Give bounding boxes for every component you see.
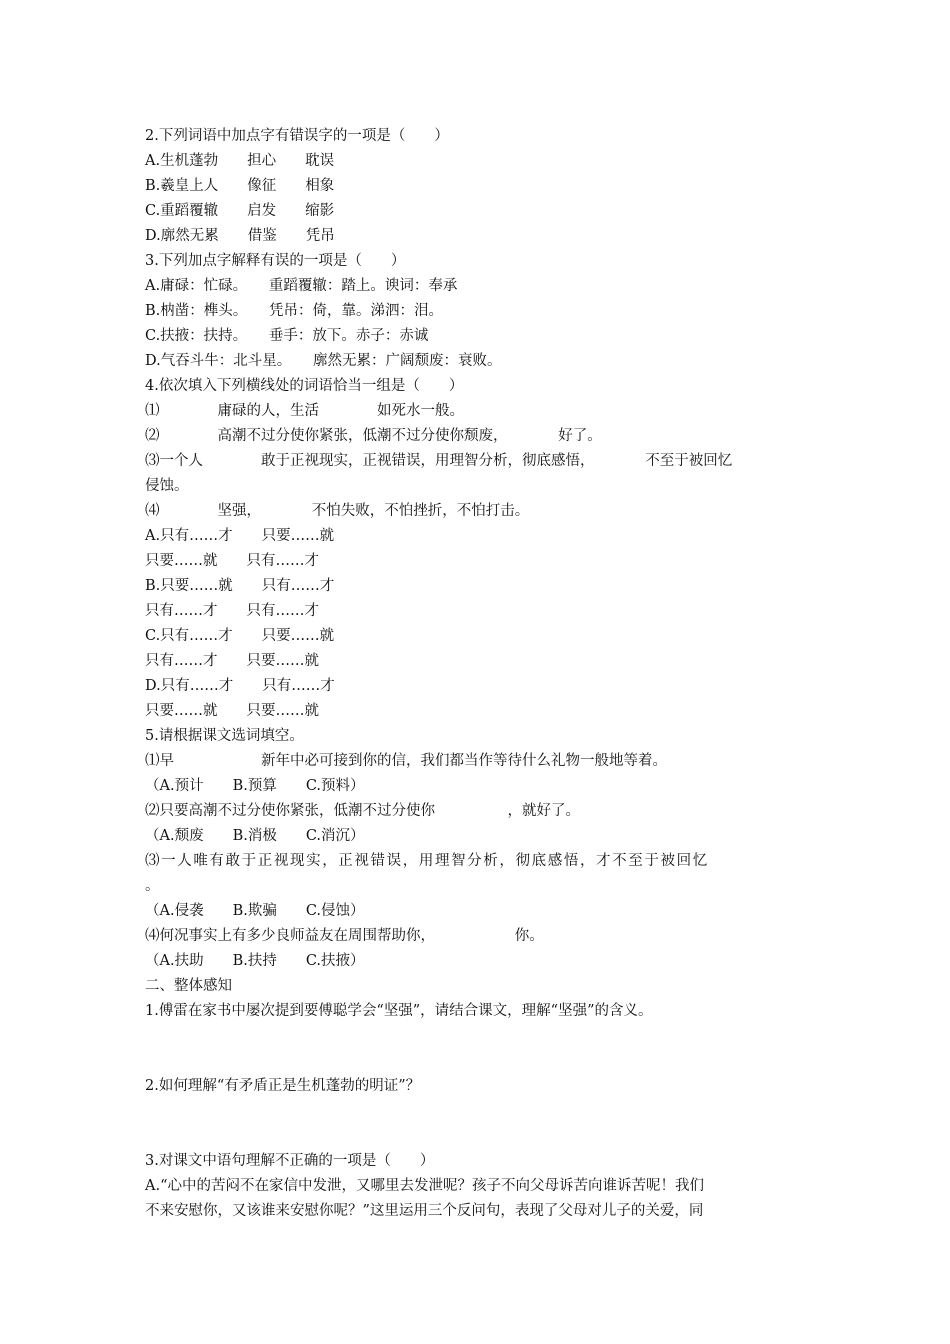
q4-option-b-cont: 只有……才 只有……才 bbox=[145, 603, 319, 619]
q5-item-2-options: （A.颓废 B.消极 C.消沉） bbox=[145, 828, 365, 844]
overall-q3-option-a: A.“心中的苦闷不在家信中发泄，又哪里去发泄呢？孩子不向父母诉苦向谁诉苦呢！我们 bbox=[145, 1178, 704, 1194]
overall-q1: 1.傅雷在家书中屡次提到要傅聪学会“坚强”，请结合课文，理解“坚强”的含义。 bbox=[145, 1003, 653, 1019]
q4-sentence-3: ⑶一个人 敢于正视现实，正视错误，用理智分析，彻底感悟， 不至于被回忆 bbox=[145, 453, 733, 469]
q4-option-a-cont: 只要……就 只有……才 bbox=[145, 553, 319, 569]
q5-item-4: ⑷何况事实上有多少良师益友在周围帮助你， 你。 bbox=[145, 928, 544, 944]
q4-option-d-cont: 只要……就 只要……就 bbox=[145, 703, 319, 719]
q5-prompt: 5.请根据课文选词填空。 bbox=[145, 728, 304, 744]
q3-option-a: A.庸碌：忙碌。 重蹈覆辙：踏上。谀词：奉承 bbox=[145, 278, 458, 294]
q2-option-c: C.重蹈覆辙 启发 缩影 bbox=[145, 203, 335, 219]
q5-item-3: ⑶ 一 人 唯 有 敢 于 正 视 现 实 ， 正 视 错 误 ， 用 理 智 分 析 ， 彻 底 感 悟 ， 才 不 至 于 被 回 忆 bbox=[145, 853, 706, 869]
q3-option-b: B.枘凿：榫头。 凭吊：倚，靠。涕泗：泪。 bbox=[145, 303, 444, 319]
q2-option-a: A.生机蓬勃 担心 耽误 bbox=[145, 153, 335, 169]
q5-item-3-options: （A.侵袭 B.欺骗 C.侵蚀） bbox=[145, 903, 365, 919]
q5-item-4-options: （A.扶助 B.扶持 C.扶掖） bbox=[145, 953, 365, 969]
q3-option-d: D.气吞斗牛：北斗星。 廓然无累：广阔颓废：衰败。 bbox=[145, 353, 502, 369]
overall-q3-prompt: 3.对课文中语句理解不正确的一项是（ ） bbox=[145, 1153, 435, 1169]
q4-sentence-4: ⑷ 坚强， 不怕失败，不怕挫折，不怕打击。 bbox=[145, 503, 530, 519]
q5-item-3-cont: 。 bbox=[145, 878, 160, 894]
q2-option-d: D.廓然无累 借鉴 凭吊 bbox=[145, 228, 335, 244]
q2-prompt: 2.下列词语中加点字有错误字的一项是（ ） bbox=[145, 128, 449, 144]
q5-item-1: ⑴早 新年中必可接到你的信，我们都当作等待什么礼物一般地等着。 bbox=[145, 753, 667, 769]
q4-sentence-2: ⑵ 高潮不过分使你紧张，低潮不过分使你颓废， 好了。 bbox=[145, 428, 602, 444]
q2-option-b: B.羲皇上人 像征 相象 bbox=[145, 178, 335, 194]
overall-q3-option-a-cont: 不来安慰你，又该谁来安慰你呢？”这里运用三个反问句，表现了父母对儿子的关爱，同 bbox=[145, 1203, 704, 1219]
q4-option-c: C.只有……才 只要……就 bbox=[145, 628, 335, 644]
q4-option-a: A.只有……才 只要……就 bbox=[145, 528, 335, 544]
q3-prompt: 3.下列加点字解释有误的一项是（ ） bbox=[145, 253, 406, 269]
q5-item-1-options: （A.预计 B.预算 C.预料） bbox=[145, 778, 365, 794]
q4-option-b: B.只要……就 只有……才 bbox=[145, 578, 335, 594]
q4-sentence-3-cont: 侵蚀。 bbox=[145, 478, 189, 494]
q4-option-c-cont: 只有……才 只要……就 bbox=[145, 653, 319, 669]
q4-option-d: D.只有……才 只有……才 bbox=[145, 678, 335, 694]
q4-prompt: 4.依次填入下列横线处的词语恰当一组是（ ） bbox=[145, 378, 464, 394]
q4-sentence-1: ⑴ 庸碌的人，生活 如死水一般。 bbox=[145, 403, 464, 419]
q3-option-c: C.扶掖：扶持。 垂手：放下。赤子：赤诚 bbox=[145, 328, 429, 344]
section-heading-overall: 二、整体感知 bbox=[145, 978, 232, 994]
overall-q2: 2.如何理解“有矛盾正是生机蓬勃的明证”？ bbox=[145, 1078, 421, 1094]
q5-item-2: ⑵只要高潮不过分使你紧张，低潮不过分使你 ，就好了。 bbox=[145, 803, 580, 819]
